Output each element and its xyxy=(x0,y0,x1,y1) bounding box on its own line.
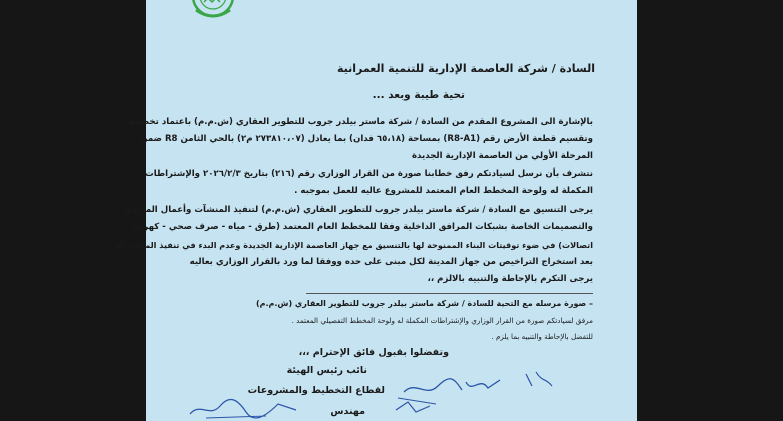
second-signature-icon xyxy=(186,396,306,421)
paragraph2-line2: المكملة له ولوحة المخطط العام المعتمد للمشروع عاليه للعمل بموجبه . xyxy=(294,186,593,196)
paragraph1-line1: بالإشارة الى المشروع المقدم من السادة / شركة ماستر بيلدر جروب للتطوير العقاري (ش.م.م) باعتماد تخطيط xyxy=(128,117,593,127)
signatory-sector: لقطاع التخطيط والمشروعات xyxy=(247,385,385,396)
addressee-line: السادة / شركة العاصمة الإدارية للتنمية العمرانية xyxy=(336,62,595,75)
right-dark-margin xyxy=(637,0,783,421)
paragraph2-line1: نتشرف بأن نرسل لسيادتكم رفق خطابنا صورة من القرار الوزاري رقم (٢١٦) بتاريخ ٢٠٢٦/٢/٣ والإشتراطات xyxy=(145,169,593,179)
closing-request-line: يرجى التكرم بالإحاطة والتنبيه بالالزم ،، xyxy=(427,274,593,284)
initials-mark-icon xyxy=(394,398,434,416)
paragraph3-line1: يرجى التنسيق مع السادة / شركة ماستر بيلدر جروب للتطوير العقاري (ش.م.م) لتنفيذ المنشآت وأعمال المرافق xyxy=(124,205,593,215)
paragraph1-line2: وتقسيم قطعة الأرض رقم (R8-A1) بمساحة (٦٥،١٨ فدان) بما يعادل (٢٧٣٨١٠،٠٧ م٢) بالحي الثامن R8 ضمن xyxy=(140,134,593,144)
paragraph1-line3: المرحلة الأولي من العاصمة الإدارية الجديدة xyxy=(411,151,593,161)
paragraph3-line4: بعد استخراج التراخيص من جهاز المدينة لكل مبنى على حده ووفقا لما ورد بالقرار الوزاري بعاليه xyxy=(189,257,593,267)
paragraph3-line3: اتصالات) في ضوء توقيتات البناء الممنوحة لها بالتنسيق مع جهاز العاصمة الإدارية الجديدة وعدم البدء في تنفيذ المباني إلا xyxy=(116,240,593,250)
signatory-title: نائب رئيس الهيئة xyxy=(286,365,367,376)
greeting-line: تحية طيبة وبعد ... xyxy=(372,89,465,101)
regards-line: وتفضلوا بقبول فائق الإحترام ،،، xyxy=(298,347,449,358)
document-page xyxy=(116,0,637,421)
copy-details-line2: للتفضل بالإحاطة والتنبيه بما يلزم . xyxy=(491,332,593,341)
paragraph3-line2: والتصميمات الخاصة بشبكات المرافق الداخلية وفقا للمخطط العام المعتمد (طرق - مياه - صرف صحي - كهرباء - xyxy=(125,222,593,232)
organization-logo-icon xyxy=(184,0,242,22)
copy-note-line: – صورة مرسله مع التحية للسادة / شركة ماستر بيلدر جروب للتطوير العقاري (ش.م.م) xyxy=(255,299,593,308)
signatory-name-prefix: مهندس xyxy=(330,406,365,417)
separator-rule xyxy=(306,293,593,294)
copy-details-line1: مرفق لسيادتكم صورة من القرار الوزاري والإشتراطات المكملة له ولوحة المخطط التفصيلي المعتمد . xyxy=(291,316,593,325)
